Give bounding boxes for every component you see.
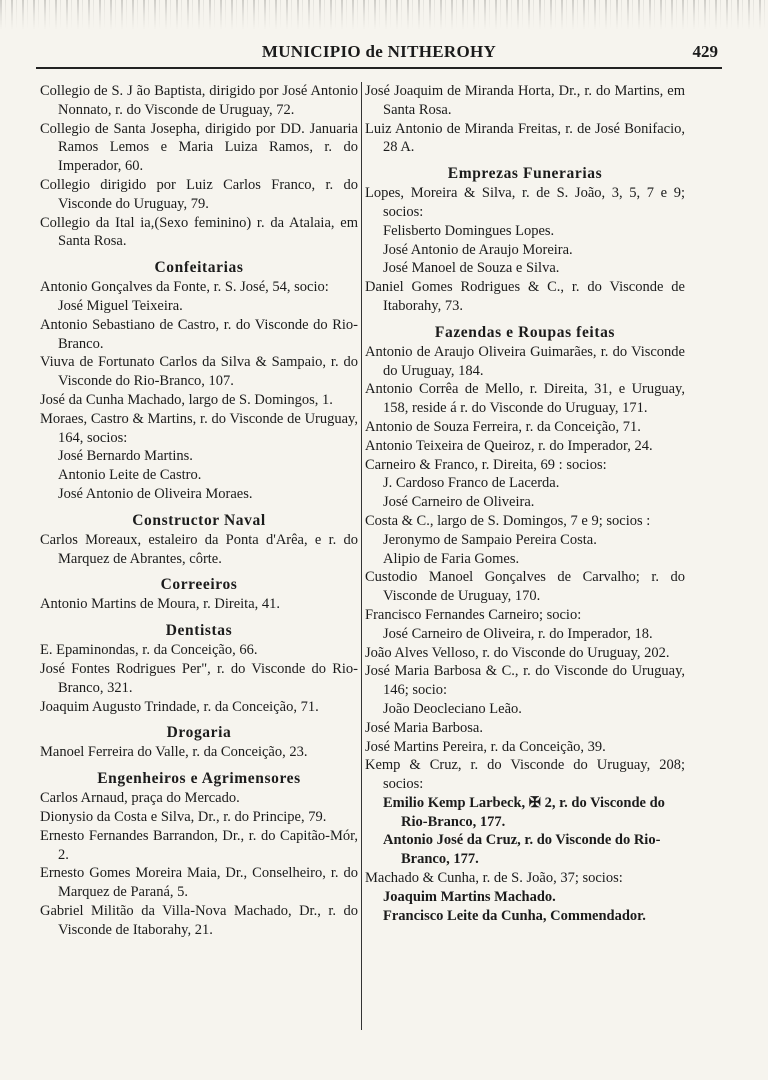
directory-entry: Antonio Martins de Moura, r. Direita, 41. [40,596,281,613]
directory-entry: Antonio Gonçalves da Fonte, r. S. José, 54, socio: [40,279,329,296]
section-heading: Correeiros [160,576,238,594]
section-heading: Emprezas Funerarias [447,165,603,183]
directory-entry: José da Cunha Machado, largo de S. Domingos, 1. [40,391,333,408]
directory-entry: Antonio Teixeira de Queiroz, r. do Imperador, 24. [365,437,653,454]
partner-entry: José Miguel Teixeira. [58,297,183,314]
directory-entry: Custodio Manoel Gonçalves de Carvalho; r. do Visconde de Uruguay, 170. [365,569,685,605]
partner-entry: Alipio de Faria Gomes. [383,550,520,567]
directory-entry: Carlos Moreaux, estaleiro da Ponta d'Arêa, e r. do Marquez de Abrantes, côrte. [40,531,358,567]
directory-entry: Moraes, Castro & Martins, r. do Visconde de Uruguay, 164, socios: [40,410,358,446]
directory-entry: Collegio de S. J ão Baptista, dirigido por José Antonio Nonnato, r. do Visconde de Uruguay, 72. [40,83,358,118]
directory-entry: José Martins Pereira, r. da Conceição, 39. [365,738,606,755]
directory-entry: E. Epaminondas, r. da Conceição, 66. [40,642,258,659]
directory-entry: José Maria Barbosa. [365,719,483,736]
section-heading: Constructor Naval [132,511,266,529]
partner-entry: Emilio Kemp Larbeck, ✠ 2, r. do Visconde do Rio-Branco, 177. [383,794,665,830]
directory-entry: Antonio de Souza Ferreira, r. da Conceição, 71. [365,418,641,435]
partner-entry: Antonio Leite de Castro. [58,467,202,484]
column-divider [361,82,362,1030]
directory-entry: Carlos Arnaud, praça do Mercado. [40,790,240,807]
partner-entry: José Antonio de Araujo Moreira. [383,241,573,258]
directory-entry: Kemp & Cruz, r. do Visconde do Uruguay, 208; socios: [365,757,685,793]
partner-entry: Francisco Leite da Cunha, Commendador. [383,907,646,924]
directory-entry: Ernesto Gomes Moreira Maia, Dr., Conselheiro, r. do Marquez de Paraná, 5. [40,865,358,901]
left-column [40,82,358,939]
directory-entry: Viuva de Fortunato Carlos da Silva & Sampaio, r. do Visconde do Rio-Branco, 107. [40,354,358,390]
partner-entry: João Deocleciano Leão. [383,700,522,717]
partner-entry: Joaquim Martins Machado. [383,888,556,905]
partner-entry: José Bernardo Martins. [58,448,193,465]
scan-noise [0,0,768,30]
directory-entry: Collegio dirigido por Luiz Carlos Franco, r. do Visconde do Uruguay, 79. [40,176,358,212]
directory-entry: Ernesto Fernandes Barrandon, Dr., r. do Capitão-Mór, 2. [40,827,358,863]
header-rule [36,67,722,69]
directory-entry: Joaquim Augusto Trindade, r. da Conceição, 71. [40,698,319,715]
partner-entry: Felisberto Domingues Lopes. [383,222,555,239]
partner-entry: Antonio José da Cruz, r. do Visconde do Rio-Branco, 177. [383,832,661,868]
directory-entry: Lopes, Moreira & Silva, r. de S. João, 3, 5, 7 e 9; socios: [365,185,685,220]
partner-entry: José Carneiro de Oliveira. [383,494,535,511]
directory-entry: Costa & C., largo de S. Domingos, 7 e 9; socios : [365,512,651,529]
directory-entry: Gabriel Militão da Villa-Nova Machado, Dr., r. do Visconde de Itaborahy, 21. [40,902,358,938]
directory-entry: Collegio da Ital ia,(Sexo feminino) r. da Atalaia, em Santa Rosa. [40,214,358,250]
directory-entry: Machado & Cunha, r. de S. João, 37; socios: [365,870,623,887]
partner-entry: Jeronymo de Sampaio Pereira Costa. [383,531,597,548]
page-header [34,42,724,66]
partner-entry: J. Cardoso Franco de Lacerda. [383,475,560,492]
partner-entry: José Antonio de Oliveira Moraes. [58,485,253,502]
directory-entry: Antonio Corrêa de Mello, r. Direita, 31, e Uruguay, 158, reside á r. do Visconde do Uruguay, 171. [365,381,685,417]
section-heading: Engenheiros e Agrimensores [97,770,301,788]
section-heading: Drogaria [166,724,232,742]
section-heading: Dentistas [165,622,233,640]
directory-entry: Manoel Ferreira do Valle, r. da Conceição, 23. [40,744,308,761]
page-number: 429 [692,42,718,61]
partner-entry: José Manoel de Souza e Silva. [383,260,560,277]
running-title: MUNICIPIO de NITHEROHY [261,42,497,61]
directory-entry: José Fontes Rodrigues Per", r. do Visconde do Rio-Branco, 321. [40,660,358,696]
directory-entry: Collegio de Santa Josepha, dirigido por DD. Januaria Ramos Lemos e Maria Luiza Ramos, r. do Imperador, 60. [40,120,358,175]
partner-entry: José Carneiro de Oliveira, r. do Imperador, 18. [383,625,653,642]
section-heading: Confeitarias [154,259,244,277]
directory-entry: Dionysio da Costa e Silva, Dr., r. do Principe, 79. [40,808,327,825]
directory-entry: Daniel Gomes Rodrigues & C., r. do Visconde de Itaborahy, 73. [365,279,685,314]
directory-entry: Antonio Sebastiano de Castro, r. do Visconde do Rio-Branco. [40,316,358,352]
right-column [365,82,685,925]
directory-entry: José Joaquim de Miranda Horta, Dr., r. do Martins, em Santa Rosa. [365,83,685,118]
directory-entry: Francisco Fernandes Carneiro; socio: [365,606,582,623]
directory-entry: João Alves Velloso, r. do Visconde do Uruguay, 202. [365,644,670,661]
directory-entry: José Maria Barbosa & C., r. do Visconde do Uruguay, 146; socio: [365,663,685,699]
section-heading: Fazendas e Roupas feitas [434,323,616,341]
directory-entry: Luiz Antonio de Miranda Freitas, r. de José Bonifacio, 28 A. [365,120,685,156]
directory-entry: Carneiro & Franco, r. Direita, 69 : socios: [365,456,607,473]
directory-entry: Antonio de Araujo Oliveira Guimarães, r. do Visconde do Uruguay, 184. [365,343,685,379]
